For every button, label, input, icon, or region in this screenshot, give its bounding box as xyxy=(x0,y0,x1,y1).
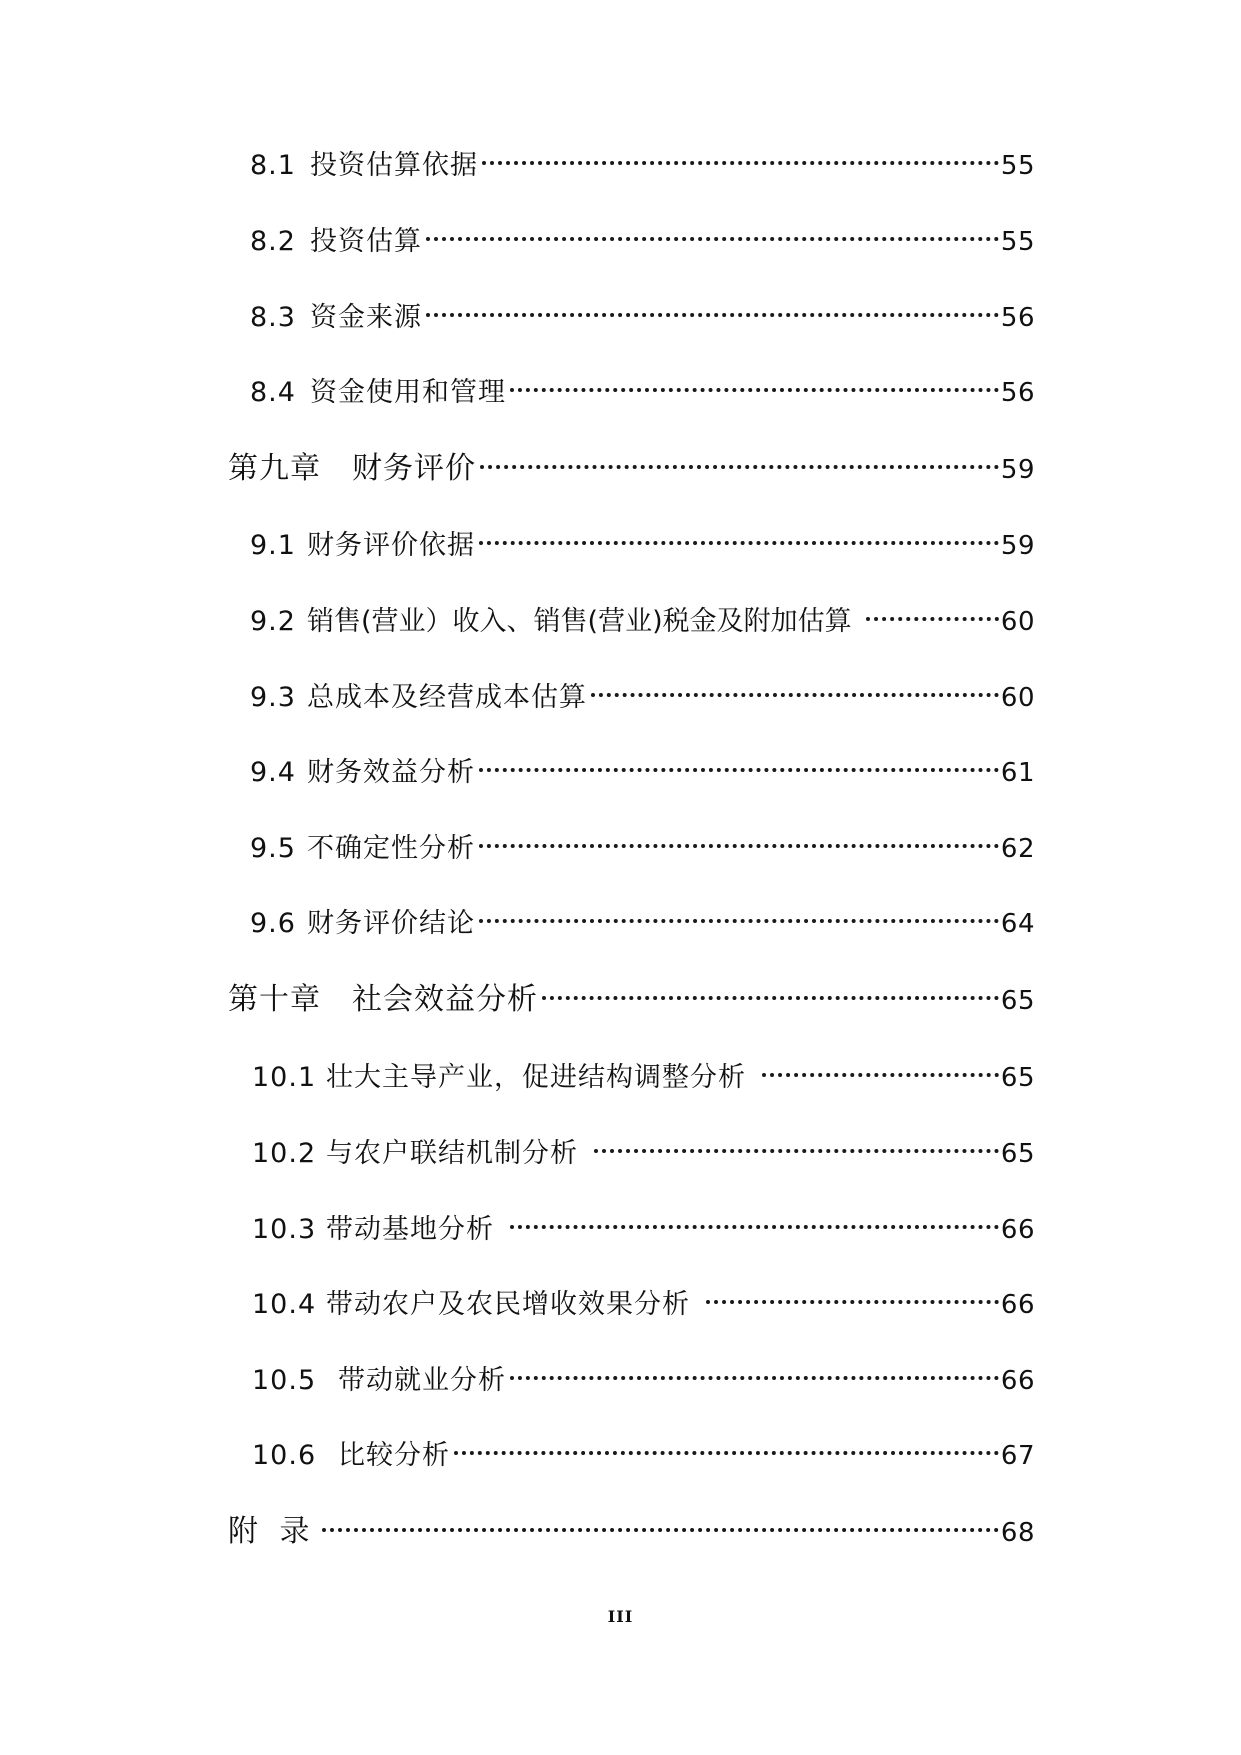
toc-entry-10-4[interactable] xyxy=(252,1291,1035,1318)
toc-entry-number: 9.6 xyxy=(250,908,296,939)
toc-entry-number: 10.5 xyxy=(252,1365,317,1396)
toc-entry-number: 9.1 xyxy=(250,530,296,561)
toc-entry-page: 59 xyxy=(1000,531,1035,561)
dot-leader xyxy=(542,996,999,1000)
toc-entry-number: 10.6 xyxy=(252,1440,317,1471)
toc-entry-number: 9.2 xyxy=(250,606,296,637)
toc-entry-10-6[interactable] xyxy=(252,1442,1035,1469)
toc-chapter-title: 社会效益分析 xyxy=(352,982,538,1017)
toc-chapter-number: 第十章 xyxy=(228,982,321,1017)
toc-entry-8-1[interactable] xyxy=(250,152,1035,179)
toc-entry-9-5[interactable] xyxy=(250,835,1035,862)
toc-entry-number: 10.4 xyxy=(252,1289,317,1320)
toc-entry-9-6[interactable] xyxy=(250,910,1035,937)
toc-entry-title: 销售(营业）收入、销售(营业)税金及附加估算 xyxy=(307,606,852,637)
toc-entry-page: 55 xyxy=(1000,227,1035,257)
toc-entry-title: 总成本及经营成本估算 xyxy=(307,682,587,713)
toc-chapter-title: 财务评价 xyxy=(352,451,476,486)
page-number: III xyxy=(607,1607,634,1626)
dot-leader xyxy=(594,1149,999,1153)
toc-entry-title: 财务效益分析 xyxy=(307,757,475,788)
toc-entry-title: 带动就业分析 xyxy=(338,1365,506,1396)
dot-leader xyxy=(479,919,999,923)
toc-entry-number: 8.3 xyxy=(250,302,296,333)
toc-entry-number: 8.1 xyxy=(250,150,296,181)
toc-entry-page: 68 xyxy=(1000,1518,1035,1548)
toc-appendix[interactable] xyxy=(228,1514,1035,1549)
toc-entry-10-3[interactable] xyxy=(252,1216,1035,1243)
dot-leader xyxy=(479,844,999,848)
toc-entry-title: 财务评价依据 xyxy=(307,530,475,561)
toc-entry-9-2[interactable] xyxy=(250,608,1035,635)
toc-entry-page: 59 xyxy=(1000,455,1035,485)
toc-entry-page: 61 xyxy=(1000,758,1035,788)
toc-entry-title: 资金使用和管理 xyxy=(310,377,506,408)
toc-entry-10-1[interactable] xyxy=(252,1064,1035,1091)
toc-chapter-number: 第九章 xyxy=(228,451,321,486)
dot-leader xyxy=(510,1225,999,1229)
toc-entry-page: 65 xyxy=(1000,1063,1035,1093)
toc-entry-page: 60 xyxy=(1000,683,1035,713)
dot-leader xyxy=(510,1376,999,1380)
toc-entry-8-4[interactable] xyxy=(250,379,1035,406)
toc-chapter-9[interactable] xyxy=(228,451,1035,486)
dot-leader xyxy=(426,313,999,317)
toc-entry-page: 66 xyxy=(1000,1215,1035,1245)
toc-entry-9-3[interactable] xyxy=(250,684,1035,711)
toc-entry-number: 10.3 xyxy=(252,1214,317,1245)
toc-entry-page: 65 xyxy=(1000,986,1035,1016)
toc-chapter-10[interactable] xyxy=(228,982,1035,1017)
toc-entry-8-3[interactable] xyxy=(250,304,1035,331)
toc-entry-title: 财务评价结论 xyxy=(307,908,475,939)
toc-entry-title: 比较分析 xyxy=(338,1440,450,1471)
dot-leader xyxy=(591,693,999,697)
toc-entry-title: 不确定性分析 xyxy=(307,833,475,864)
toc-entry-page: 64 xyxy=(1000,909,1035,939)
toc-entry-page: 55 xyxy=(1000,151,1035,181)
toc-entry-10-2[interactable] xyxy=(252,1140,1035,1167)
toc-entry-title: 投资估算 xyxy=(310,226,422,257)
toc-entry-page: 67 xyxy=(1000,1441,1035,1471)
toc-entry-page: 62 xyxy=(1000,834,1035,864)
toc-entry-9-1[interactable] xyxy=(250,532,1035,559)
toc-entry-title: 带动基地分析 xyxy=(326,1214,494,1245)
toc-entry-number: 10.1 xyxy=(252,1062,317,1093)
toc-entry-page: 56 xyxy=(1000,378,1035,408)
dot-leader xyxy=(322,1528,999,1532)
toc-entry-title: 壮大主导产业，促进结构调整分析 xyxy=(326,1062,746,1093)
dot-leader xyxy=(510,388,999,392)
toc-entry-page: 60 xyxy=(1000,607,1035,637)
toc-entry-number: 9.4 xyxy=(250,757,296,788)
toc-entry-title: 资金来源 xyxy=(310,302,422,333)
toc-entry-10-5[interactable] xyxy=(252,1367,1035,1394)
toc-entry-8-2[interactable] xyxy=(250,228,1035,255)
dot-leader xyxy=(479,541,999,545)
toc-chapter-number: 附 录 xyxy=(228,1514,316,1549)
toc-entry-page: 65 xyxy=(1000,1139,1035,1169)
dot-leader xyxy=(454,1451,999,1455)
toc-entry-title: 带动农户及农民增收效果分析 xyxy=(326,1289,690,1320)
toc-entry-title: 与农户联结机制分析 xyxy=(326,1138,578,1169)
dot-leader xyxy=(480,465,999,469)
toc-entry-page: 56 xyxy=(1000,303,1035,333)
dot-leader xyxy=(866,617,999,621)
toc-entry-number: 8.2 xyxy=(250,226,296,257)
toc-entry-page: 66 xyxy=(1000,1290,1035,1320)
dot-leader xyxy=(762,1073,999,1077)
dot-leader xyxy=(706,1300,999,1304)
toc-entry-number: 9.3 xyxy=(250,682,296,713)
toc-entry-9-4[interactable] xyxy=(250,759,1035,786)
toc-entry-number: 10.2 xyxy=(252,1138,317,1169)
dot-leader xyxy=(482,161,999,165)
toc-entry-number: 9.5 xyxy=(250,833,296,864)
dot-leader xyxy=(426,237,999,241)
toc-entry-number: 8.4 xyxy=(250,377,296,408)
toc-entry-page: 66 xyxy=(1000,1366,1035,1396)
toc-entry-title: 投资估算依据 xyxy=(310,150,478,181)
dot-leader xyxy=(479,768,999,772)
